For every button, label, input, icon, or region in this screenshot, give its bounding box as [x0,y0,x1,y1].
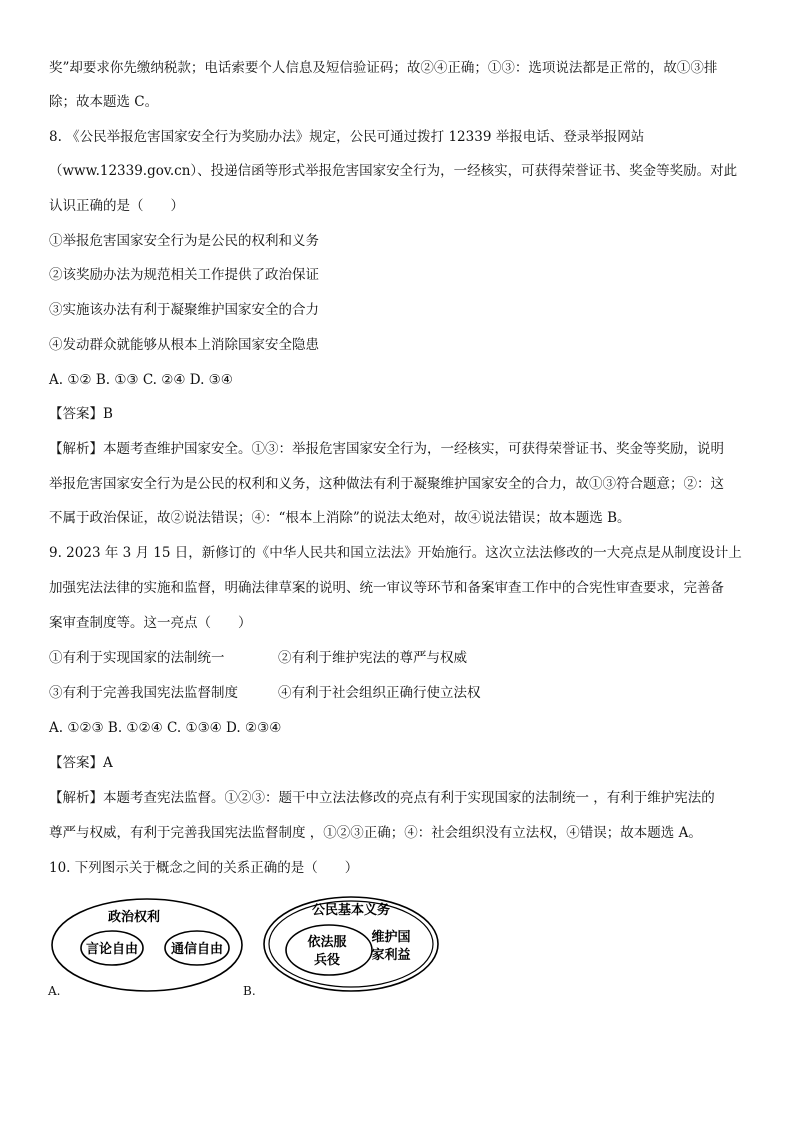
question-8-option: ②该奖励办法为规范相关工作提供了政治保证 [49,267,319,283]
question-8-analysis: 【解析】本题考查维护国家安全。①③：举报危害国家安全行为，一经核实，可获得荣誉证书、奖金等奖励，说明 [49,441,724,457]
question-8-analysis: 不属于政治保证，故②说法错误；④：“根本上消除”的说法太绝对，故④说法错误；故本题选 B。 [49,510,631,526]
question-8-option: ③实施该办法有利于凝聚维护国家安全的合力 [49,302,319,318]
question-9-analysis: 尊严与权威，有利于完善我国宪法监督制度 ，①②③正确；④：社会组织没有立法权，④错误；故本题选 A。 [49,825,702,841]
question-9-option: ①有利于实现国家的法制统一 [49,650,225,666]
question-9-option: ②有利于维护宪法的尊严与权威 [278,650,467,666]
mid-label-line1: 维护国 [371,930,411,945]
outer-label: 政治权利 [107,910,161,925]
question-9-option: ③有利于完善我国宪法监督制度 [49,685,238,701]
question-9-stem: 9. 2023 年 3 月 15 日，新修订的《中华人民共和国立法法》开始施行。这次立法法修改的一大亮点是从制度设计上 [49,545,742,561]
option-a-label: A. [48,984,61,998]
question-8-choices: A. ①② B. ①③ C. ②④ D. ③④ [49,372,233,388]
mid-label-line2: 家利益 [371,948,411,963]
option-b-label: B. [243,984,256,998]
question-9-option: ④有利于社会组织正确行使立法权 [278,685,481,701]
text-line: 除；故本题选 C。 [49,94,159,110]
question-8-stem: 认识正确的是（ ） [49,198,184,214]
outer-label: 公民基本义务 [311,903,391,918]
question-9-stem: 加强宪法法律的实施和监督，明确法律草案的说明、统一审议等环节和备案审查工作中的合宪性审查要求，完善备 [49,580,724,596]
diagram-a [46,892,246,1002]
question-10-stem: 10. 下列图示关于概念之间的关系正确的是（ ） [49,860,359,876]
question-8-option: ④发动群众就能够从根本上消除国家安全隐患 [49,337,319,353]
question-8-answer: 【答案】B [49,406,113,422]
diagram-b [255,890,445,1000]
inner-label-line1: 依法服 [307,935,347,950]
text-line: 奖”却要求你先缴纳税款；电话索要个人信息及短信验证码；故②④正确；①③：选项说法都是正常的，故①③排 [49,60,718,76]
question-8-stem: 8. 《公民举报危害国家安全行为奖励办法》规定，公民可通过拨打 12339 举报电话、登录举报网站 [49,129,645,145]
question-9-stem: 案审查制度等。这一亮点（ ） [49,615,252,631]
question-9-analysis: 【解析】本题考查宪法监督。①②③：题干中立法法修改的亮点有利于实现国家的法制统一 ，有利于维护宪法的 [49,790,715,806]
question-9-answer: 【答案】A [49,755,113,771]
question-8-option: ①举报危害国家安全行为是公民的权利和义务 [49,233,319,249]
inner-label-line2: 兵役 [313,953,341,968]
question-8-stem: （www.12339.gov.cn）、投递信函等形式举报危害国家安全行为，一经核实，可获得荣誉证书、奖金等奖励。对此 [49,163,738,179]
question-9-choices: A. ①②③ B. ①②④ C. ①③④ D. ②③④ [49,720,282,736]
question-8-analysis: 举报危害国家安全行为是公民的权利和义务，这种做法有利于凝聚维护国家安全的合力，故①③符合题意；②：这 [49,476,724,492]
right-label: 通信自由 [170,942,224,957]
left-label: 言论自由 [85,942,139,957]
